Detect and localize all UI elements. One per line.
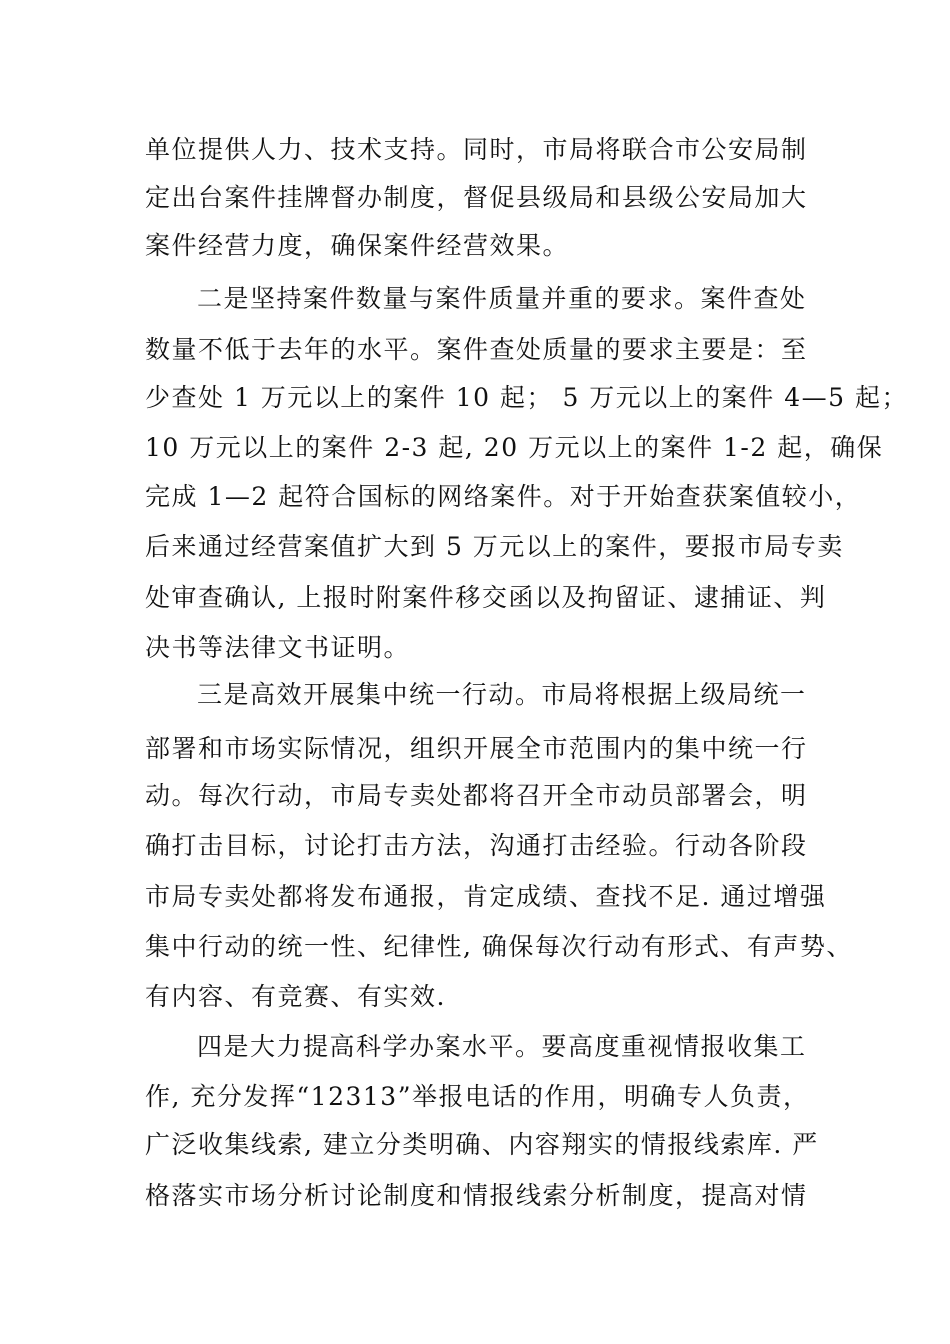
text-line: 后来通过经营案值扩大到 5 万元以上的案件，要报市局专卖	[145, 532, 844, 561]
text-line: 部署和市场实际情况，组织开展全市范围内的集中统一行	[145, 734, 808, 763]
text-line: 少查处 1 万元以上的案件 10 起； 5 万元以上的案件 4—5 起；	[145, 383, 909, 412]
text-line: 单位提供人力、技术支持。同时，市局将联合市公安局制	[145, 135, 808, 164]
text-line: 集中行动的统一性、纪律性, 确保每次行动有形式、有声势、	[145, 932, 853, 961]
text-line: 有内容、有竞赛、有实效.	[145, 982, 446, 1011]
text-line: 处审查确认, 上报时附案件移交函以及拘留证、逮捕证、判	[145, 583, 827, 612]
text-line: 定出台案件挂牌督办制度，督促县级局和县级公安局加大	[145, 183, 808, 212]
text-line: 数量不低于去年的水平。案件查处质量的要求主要是：至	[145, 335, 808, 364]
text-line: 市局专卖处都将发布通报，肯定成绩、查找不足. 通过增强	[145, 882, 827, 911]
text-line: 确打击目标，讨论打击方法，沟通打击经验。行动各阶段	[145, 831, 808, 860]
text-line: 10 万元以上的案件 2-3 起, 20 万元以上的案件 1-2 起，确保	[145, 433, 884, 462]
text-line: 广泛收集线索, 建立分类明确、内容翔实的情报线索库. 严	[145, 1130, 819, 1159]
paragraph-start-line: 二是坚持案件数量与案件质量并重的要求。案件查处	[197, 284, 807, 313]
paragraph-start-line: 三是高效开展集中统一行动。市局将根据上级局统一	[197, 680, 807, 709]
paragraph-start-line: 四是大力提高科学办案水平。要高度重视情报收集工	[197, 1032, 807, 1061]
text-line: 作, 充分发挥“12313”举报电话的作用，明确专人负责，	[145, 1082, 810, 1111]
text-line: 动。每次行动，市局专卖处都将召开全市动员部署会，明	[145, 781, 808, 810]
text-line: 案件经营力度，确保案件经营效果。	[145, 231, 570, 260]
text-line: 决书等法律文书证明。	[145, 633, 411, 662]
text-line: 格落实市场分析讨论制度和情报线索分析制度，提高对情	[145, 1181, 808, 1210]
text-line: 完成 1—2 起符合国标的网络案件。对于开始查获案值较小，	[145, 482, 862, 511]
